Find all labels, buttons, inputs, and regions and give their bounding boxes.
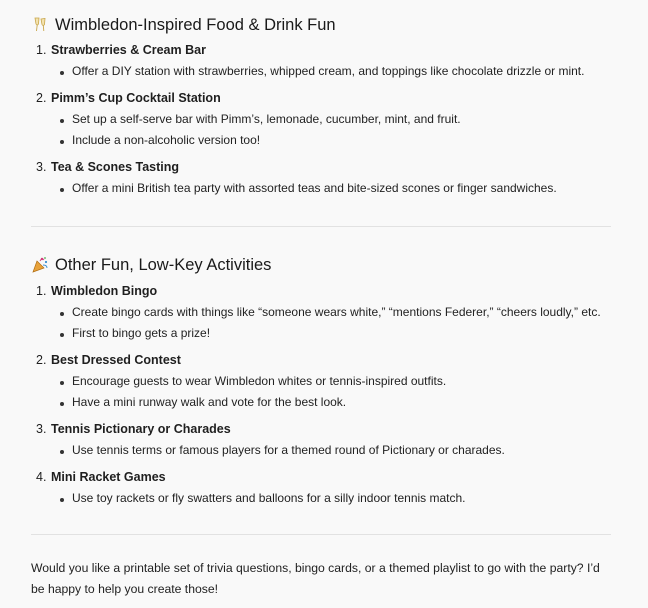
item-title: Pimm’s Cup Cocktail Station (51, 91, 221, 105)
item-bullet: Include a non-alcoholic version too! (72, 133, 261, 147)
item-bullet: Offer a DIY station with strawberries, whipped cream, and toppings like chocolate drizzle or mint. (72, 64, 585, 78)
section-food-drink (31, 14, 611, 36)
item-title: Strawberries & Cream Bar (51, 43, 206, 57)
item-bullet: Have a mini runway walk and vote for the best look. (72, 395, 347, 409)
item-title: Best Dressed Contest (51, 353, 181, 367)
divider (31, 226, 611, 227)
item-bullet: Set up a self-serve bar with Pimm’s, lemonade, cucumber, mint, and fruit. (72, 112, 461, 126)
item-bullet: Encourage guests to wear Wimbledon whites or tennis-inspired outfits. (72, 374, 447, 388)
item-number: 2. (36, 353, 47, 367)
item-bullet: Use toy rackets or fly swatters and balloons for a silly indoor tennis match. (72, 491, 466, 505)
item-number: 2. (36, 91, 47, 105)
section-activities (31, 254, 611, 276)
section-title: Wimbledon-Inspired Food & Drink Fun (55, 15, 336, 34)
party-popper-icon (31, 256, 49, 274)
closing-paragraph (31, 558, 621, 600)
section-title: Other Fun, Low-Key Activities (55, 255, 272, 274)
item-bullet: Create bingo cards with things like “someone wears white,” “mentions Federer,” “cheers loudly,” etc. (72, 305, 601, 319)
section-heading (31, 14, 611, 36)
item-number: 3. (36, 422, 47, 436)
champagne-glasses-icon (31, 16, 49, 34)
item-number: 4. (36, 470, 47, 484)
item-title: Wimbledon Bingo (51, 284, 158, 298)
item-title: Mini Racket Games (51, 470, 166, 484)
item-title: Tennis Pictionary or Charades (51, 422, 231, 436)
item-number: 1. (36, 284, 47, 298)
item-bullet: First to bingo gets a prize! (72, 326, 211, 340)
item-bullet: Use tennis terms or famous players for a themed round of Pictionary or charades. (72, 443, 505, 457)
item-bullet: Offer a mini British tea party with assorted teas and bite-sized scones or finger sandwiches. (72, 181, 557, 195)
item-number: 1. (36, 43, 47, 57)
section-heading (31, 254, 611, 276)
item-number: 3. (36, 160, 47, 174)
item-title: Tea & Scones Tasting (51, 160, 180, 174)
closing-line: be happy to help you create those! (31, 582, 219, 596)
closing-line: Would you like a printable set of trivia questions, bingo cards, or a themed playlist to go with the party? I’d (31, 561, 600, 575)
divider (31, 534, 611, 535)
